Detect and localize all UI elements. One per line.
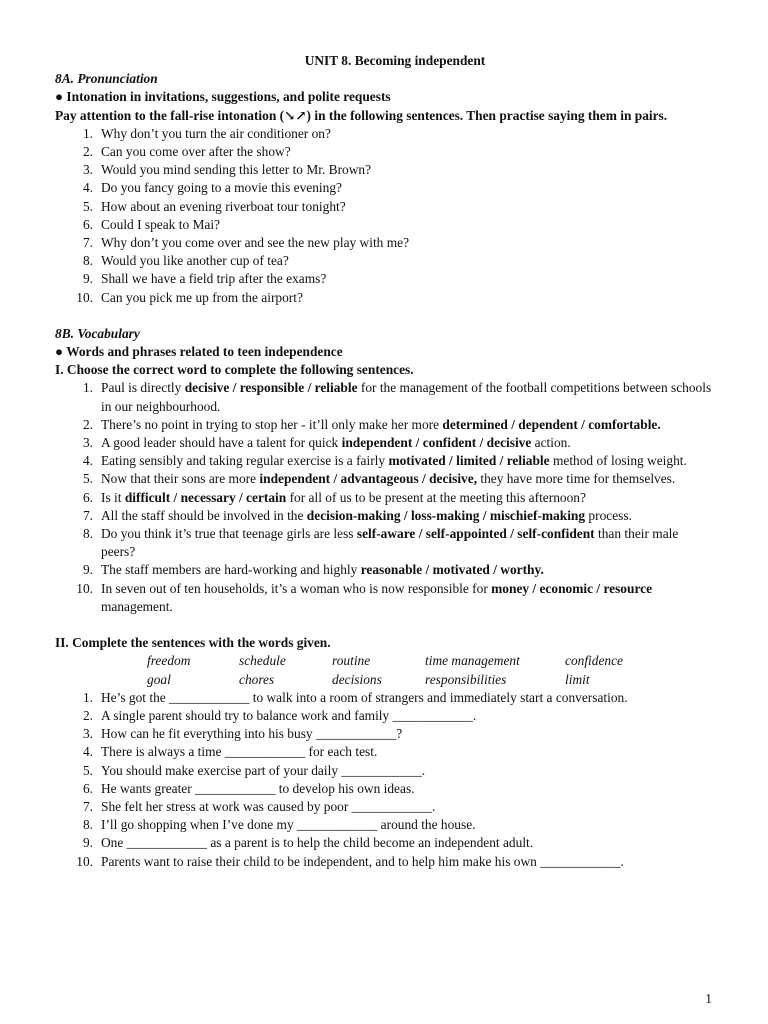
list-item: 8. Do you think it’s true that teenage girls are less self-aware / self-appointed / self-confident than their male peers? [82, 526, 679, 560]
list-item: 10. Parents want to raise their child to be independent, and to help him make his own ____________. [76, 853, 624, 869]
list-item: 7. Why don’t you come over and see the new play with me? [82, 235, 410, 251]
list-item: 2. A single parent should try to balance work and family ____________. [82, 707, 477, 723]
list-item: 6. Is it difficult / necessary / certain for all of us to be present at the meeting this afternoon? [82, 489, 586, 505]
word-bank-item: decisions [332, 671, 382, 687]
list-item: 4. Eating sensibly and taking regular exercise is a fairly motivated / limited / reliable method of losing weight. [82, 453, 687, 469]
part-i-instruction: I. Choose the correct word to complete the following sentences. [55, 362, 414, 378]
section-b-heading: 8B. Vocabulary [55, 325, 140, 341]
word-bank-item: time management [425, 653, 520, 669]
list-item: 5. You should make exercise part of your daily ____________. [82, 762, 426, 778]
list-item: 9. Shall we have a field trip after the exams? [82, 271, 327, 287]
list-item: 8. Would you like another cup of tea? [82, 253, 289, 269]
worksheet-page [55, 52, 715, 871]
list-item: 3. How can he fit everything into his busy ____________? [82, 726, 403, 742]
word-bank-item: goal [147, 671, 171, 687]
pronunciation-list [55, 125, 715, 307]
list-item: 1. He’s got the ____________ to walk into a room of strangers and immediately start a conversation. [82, 689, 628, 705]
word-bank [147, 652, 715, 688]
list-item: 8. I’ll go shopping when I’ve done my ____________ around the house. [82, 817, 476, 833]
list-item: 5. Now that their sons are more independent / advantageous / decisive, they have more time for themselves. [82, 471, 676, 487]
word-bank-item: confidence [565, 653, 623, 669]
fill-in-list [55, 689, 715, 871]
word-bank-item: routine [332, 653, 371, 669]
list-item: 3. A good leader should have a talent for quick independent / confident / decisive action. [82, 435, 571, 451]
list-item: 10. In seven out of ten households, it’s a woman who is now responsible for money / economic / resource management. [76, 580, 653, 614]
page-title: UNIT 8. Becoming independent [304, 53, 486, 68]
word-bank-item: responsibilities [425, 671, 507, 687]
list-item: 10. Can you pick me up from the airport? [76, 289, 303, 305]
section-a-instruction: Pay attention to the fall-rise intonation (↘↗) in the following sentences. Then practise saying them in pairs. [55, 107, 668, 123]
list-item: 1. Paul is directly decisive / responsible / reliable for the management of the football competitions between schools in our neighbourhood. [82, 380, 712, 414]
list-item: 5. How about an evening riverboat tour tonight? [82, 198, 346, 214]
list-item: 9. One ____________ as a parent is to help the child become an independent adult. [82, 835, 534, 851]
list-item: 2. Can you come over after the show? [82, 144, 291, 160]
page-number: 1 [705, 991, 712, 1006]
list-item: 7. She felt her stress at work was caused by poor ____________. [82, 798, 436, 814]
word-bank-item: schedule [239, 653, 286, 669]
word-bank-item: limit [565, 671, 590, 687]
word-bank-item: chores [239, 671, 275, 687]
section-b-topic: ● Words and phrases related to teen independence [55, 344, 343, 360]
list-item: 4. There is always a time ____________ for each test. [82, 744, 378, 760]
list-item: 1. Why don’t you turn the air conditioner on? [82, 125, 331, 141]
word-bank-item: freedom [147, 653, 191, 669]
vocabulary-choice-list [55, 379, 715, 616]
list-item: 4. Do you fancy going to a movie this evening? [82, 180, 342, 196]
section-a-heading: 8A. Pronunciation [55, 71, 158, 87]
section-a-topic: ● Intonation in invitations, suggestions, and polite requests [55, 89, 391, 105]
list-item: 6. He wants greater ____________ to develop his own ideas. [82, 780, 415, 796]
list-item: 7. All the staff should be involved in the decision-making / loss-making / mischief-making process. [82, 507, 632, 523]
list-item: 6. Could I speak to Mai? [82, 216, 221, 232]
list-item: 3. Would you mind sending this letter to Mr. Brown? [82, 162, 372, 178]
part-ii-instruction: II. Complete the sentences with the words given. [55, 635, 331, 651]
list-item: 2. There’s no point in trying to stop her - it’ll only make her more determined / dependent / comfortable. [82, 416, 661, 432]
list-item: 9. The staff members are hard-working and highly reasonable / motivated / worthy. [82, 562, 544, 578]
